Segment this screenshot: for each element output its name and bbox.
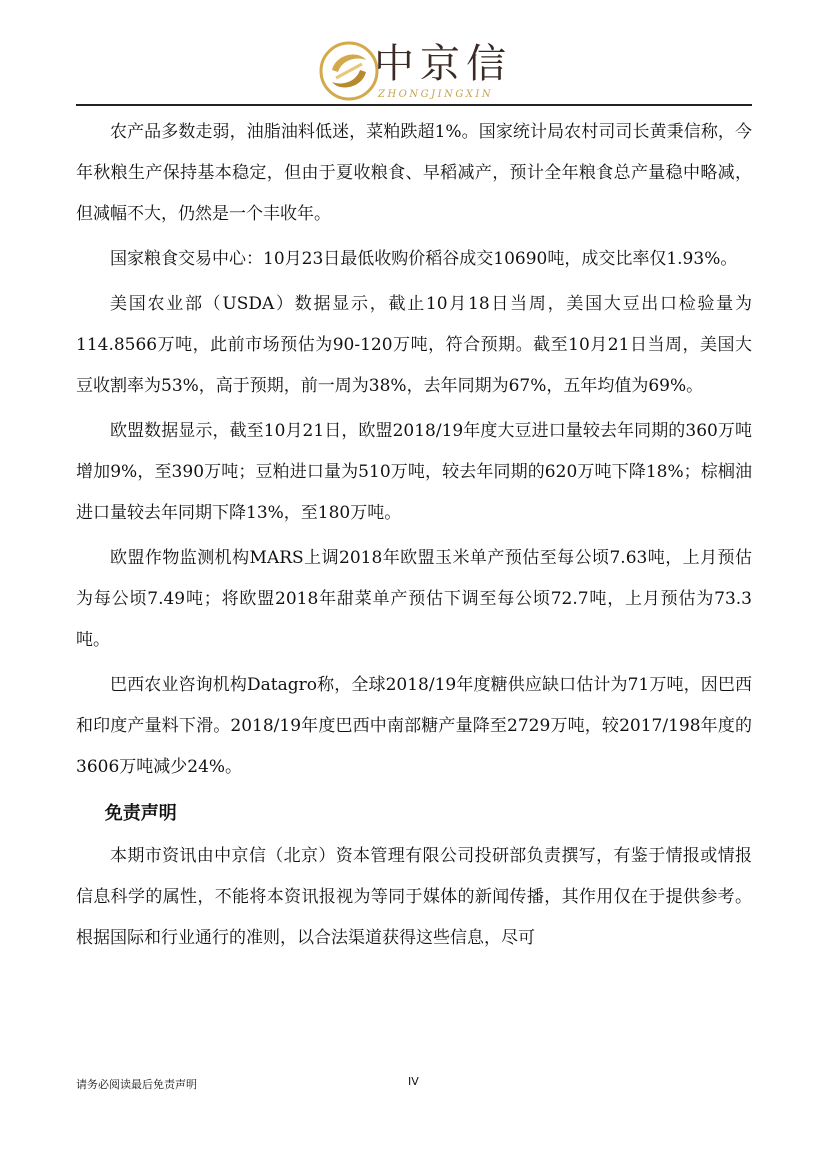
paragraph: 欧盟作物监测机构MARS上调2018年欧盟玉米单产预估至每公顷7.63吨，上月预估为每公顷7.49吨；将欧盟2018年甜菜单产预估下调至每公顷72.7吨，上月预估为73.3吨。 [76,548,752,650]
header-divider [76,104,752,106]
company-logo-icon [318,40,380,102]
paragraph: 国家粮食交易中心：10月23日最低收购价稻谷成交10690吨，成交比率仅1.93%。 [110,249,738,269]
disclaimer-heading: 免责声明 [104,803,177,824]
paragraph: 农产品多数走弱，油脂油料低迷，菜粕跌超1%。国家统计局农村司司长黄秉信称，今年秋粮生产保持基本稳定，但由于夏收粮食、早稻减产，预计全年粮食总产量稳中略减，但减幅不大，仍然是一个丰收年。 [76,122,752,224]
page-number: IV [408,1075,419,1088]
disclaimer-paragraph: 本期市资讯由中京信（北京）资本管理有限公司投研部负责撰写，有鉴于情报或情报信息科学的属性，不能将本资讯报视为等同于媒体的新闻传播，其作用仅在于提供参考。根据国际和行业通行的准则，以合法渠道获得这些信息，尽可 [76,846,752,948]
page-header [0,0,827,110]
brand-name-cn: 中京信 [374,41,512,87]
document-body [76,112,752,963]
footer-note: 请务必阅读最后免责声明 [76,1078,197,1091]
brand-name-en: ZHONGJINGXIN [378,89,494,100]
paragraph: 美国农业部（USDA）数据显示，截止10月18日当周，美国大豆出口检验量为114.8566万吨，此前市场预估为90-120万吨，符合预期。截至10月21日当周，美国大豆收割率为53%，高于预期，前一周为38%，去年同期为67%，五年均值为69%。 [76,294,752,396]
paragraph: 欧盟数据显示，截至10月21日，欧盟2018/19年度大豆进口量较去年同期的360万吨增加9%，至390万吨；豆粕进口量为510万吨，较去年同期的620万吨下降18%；棕榈油进口量较去年同期下降13%，至180万吨。 [76,421,752,523]
paragraph: 巴西农业咨询机构Datagro称，全球2018/19年度糖供应缺口估计为71万吨，因巴西和印度产量料下滑。2018/19年度巴西中南部糖产量降至2729万吨，较2017/198年度的3606万吨减少24%。 [76,675,752,777]
